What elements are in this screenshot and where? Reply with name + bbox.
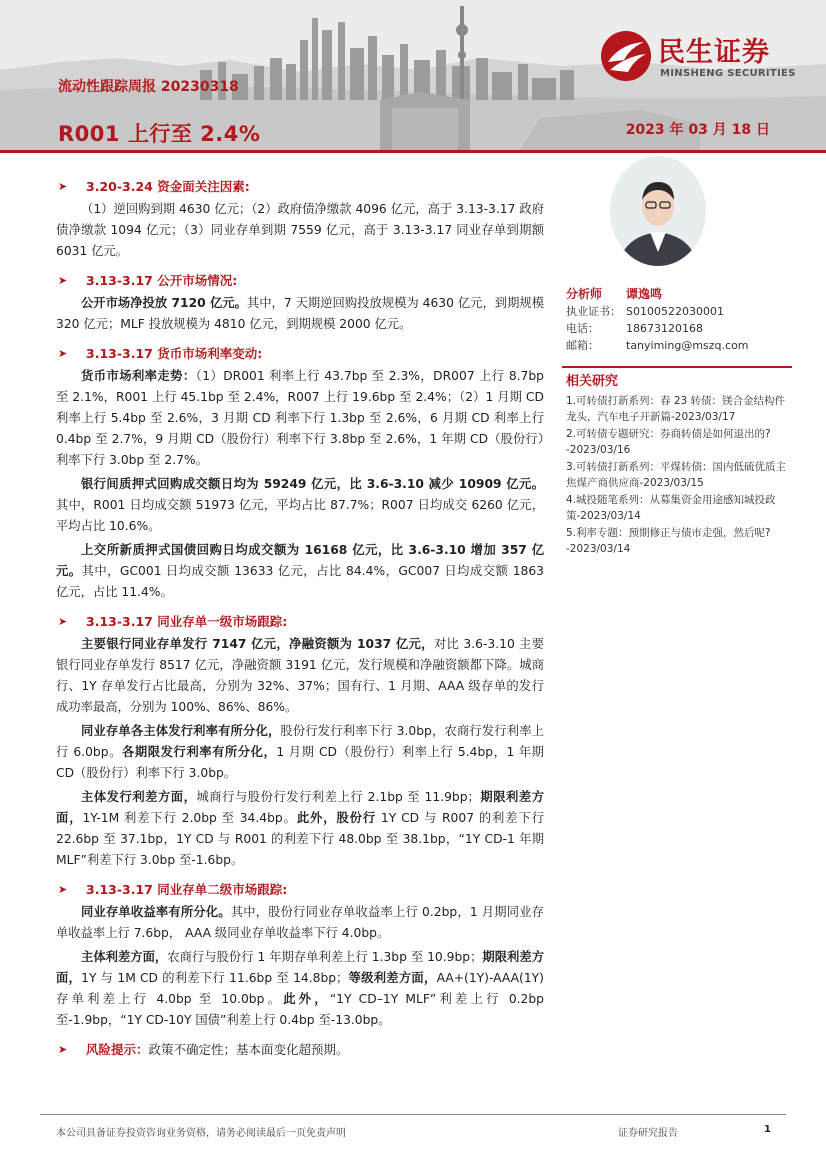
emphasis-text: 等级利差方面，: [348, 971, 437, 985]
body-text: 对比 3.6-3.10 主要银行同业存单发行 8517 亿元，净融资额 3191 亿元，发行规模和净融资额都下降。城商行、1Y 存单发行占比最高，分别为 32%、37%；国有行、1 月期、AAA 级存单的发行成功率最高，分别为 100%、86%、86%。: [56, 637, 544, 714]
email-label: 邮箱：: [566, 339, 599, 352]
related-research: [566, 374, 788, 558]
emphasis-text: 主要银行同业存单发行 7147 亿元，净融资额为 1037 亿元，: [81, 637, 434, 651]
section-heading: [56, 176, 544, 197]
body-paragraph: [56, 634, 544, 718]
analyst-role: 分析师: [566, 287, 603, 301]
related-item[interactable]: 5.利率专题：预期修正与债市走强，然后呢?-2023/03/14: [566, 526, 771, 555]
header-divider: [0, 150, 826, 153]
risk-warning: [56, 1039, 544, 1060]
emphasis-text: 同业存单收益率有所分化。: [81, 905, 231, 919]
related-item[interactable]: 1.可转债打新系列：春 23 转债：镁合金结构件龙头，汽车电子开新篇-2023/03/17: [566, 394, 786, 423]
emphasis-text: 主体发行利差方面，: [81, 790, 197, 804]
analyst-name: 谭逸鸣: [626, 287, 663, 301]
phone-label: 电话：: [566, 322, 599, 335]
footer-disclaimer: 本公司具备证券投资咨询业务资格，请务必阅读最后一页免责声明: [56, 1128, 346, 1139]
emphasis-text: 期限利差方面，: [56, 950, 544, 985]
emphasis-text: 此外，股份行: [296, 811, 377, 825]
body-paragraph: [56, 199, 544, 262]
body-text: 其中，股份行同业存单收益率上行 0.2bp，1 月期同业存单收益率上行 7.6bp， AAA 级同业存单收益率下行 4.0bp。: [56, 905, 544, 940]
related-item[interactable]: 4.城投随笔系列：从募集资金用途感知城投政策-2023/03/14: [566, 493, 776, 522]
bullet-arrow-icon: ➤: [58, 1043, 68, 1056]
minsheng-logo: [600, 28, 810, 84]
analyst-info: [566, 286, 796, 354]
analyst-photo: [610, 156, 706, 266]
minsheng-logo-icon: [600, 30, 652, 82]
emphasis-text: 期限利差方面，: [56, 790, 544, 825]
body-paragraph: [56, 787, 544, 871]
body-paragraph: [56, 293, 544, 335]
body-text: 其中，GC001 日均成交额 13633 亿元，占比 84.4%，GC007 日均成交额 1863 亿元，占比 11.4%。: [56, 564, 544, 599]
body-paragraph: [56, 540, 544, 603]
body-text: 农商行与股份行 1 年期存单利差上行 1.3bp 至 10.9bp；: [167, 950, 483, 964]
email-value[interactable]: tanyiming@mszq.com: [626, 339, 749, 352]
section-heading-text: 3.13-3.17 同业存单二级市场跟踪:: [86, 882, 288, 897]
related-item[interactable]: 3.可转债打新系列：平煤转债：国内低硫优质主焦煤产商供应商-2023/03/15: [566, 460, 787, 489]
emphasis-text: 银行间质押式回购成交额日均为 59249 亿元，比 3.6-3.10 减少 10909 亿元。: [81, 477, 544, 491]
report-date: 2023 年 03 月 18 日: [625, 122, 770, 138]
phone-value: 18673120168: [626, 322, 703, 335]
logo-subtitle: MINSHENG SECURITIES: [660, 68, 796, 79]
body-text: （1）DR001 利率上行 43.7bp 至 2.3%，DR007 上行 8.7bp 至 2.1%，R001 上行 45.1bp 至 2.4%，R007 上行 19.6bp 至 2.4%；（2）1 月期 CD 利率上行 5.4bp 至 2.6%，3 月期 CD 利率下行 1.3bp 至 2.6%，6 月期 CD 利率上行 0.4bp 至 2.7%，9 月期 CD（股份行）利率下行 3.8bp 至 2.6%，1 年期 CD（股份行）利率下行 3.0bp 至 2.7%。: [56, 369, 544, 467]
bullet-arrow-icon: ➤: [58, 274, 68, 287]
section-heading-text: 3.13-3.17 货币市场利率变动:: [86, 346, 263, 361]
page-title: R001 上行至 2.4%: [58, 122, 261, 146]
bullet-arrow-icon: ➤: [58, 883, 68, 896]
footer-report-type: 证券研究报告: [618, 1128, 678, 1139]
body-paragraph: [56, 902, 544, 944]
risk-label: 风险提示：: [86, 1042, 149, 1057]
body-text: “1Y CD–1Y MLF”利差上行 0.2bp 至-1.9bp，“1Y CD-10Y 国债”利差上行 0.4bp 至-13.0bp。: [56, 992, 544, 1027]
body-text: 1Y 与 1M CD 的利差下行 11.6bp 至 14.8bp；: [81, 971, 349, 985]
license-label: 执业证书：: [566, 305, 621, 318]
bullet-arrow-icon: ➤: [58, 615, 68, 628]
license-value: S0100522030001: [626, 305, 724, 318]
bullet-arrow-icon: ➤: [58, 180, 68, 193]
risk-text: 政策不确定性；基本面变化超预期。: [148, 1042, 349, 1057]
body-text: 1Y-1M 利差下行 2.0bp 至 34.4bp。: [82, 811, 297, 825]
emphasis-text: 此外，: [283, 992, 330, 1006]
emphasis-text: 同业存单各主体发行利率有所分化，: [81, 724, 281, 738]
emphasis-text: 主体利差方面，: [81, 950, 168, 964]
page-number: 1: [764, 1124, 771, 1135]
emphasis-text: 各期限发行利率有所分化，: [121, 745, 277, 759]
report-type: 流动性跟踪周报 20230318: [58, 79, 239, 95]
bullet-arrow-icon: ➤: [58, 347, 68, 360]
body-text: AA+(1Y)-AAA(1Y)存单利差上行 4.0bp 至 10.0bp。: [56, 971, 544, 1006]
footer-divider: [40, 1114, 786, 1115]
emphasis-text: 货币市场利率走势：: [81, 369, 196, 383]
body-paragraph: [56, 947, 544, 1031]
section-heading: [56, 270, 544, 291]
related-title: 相关研究: [566, 374, 619, 389]
related-item[interactable]: 2.可转债专题研究：券商转债是如何退出的?-2023/03/16: [566, 427, 771, 456]
section-heading-text: 3.20-3.24 资金面关注因素:: [86, 179, 250, 194]
section-heading: [56, 611, 544, 632]
body-text: 城商行与股份行发行利差上行 2.1bp 至 11.9bp；: [196, 790, 480, 804]
emphasis-text: 上交所新质押式国债回购日均成交额为 16168 亿元，比 3.6-3.10 增加 357 亿元。: [56, 543, 544, 578]
body-text: 股份行发行利率下行 3.0bp，农商行发行利率上行 6.0bp。: [56, 724, 544, 759]
section-heading: [56, 879, 544, 900]
section-heading-text: 3.13-3.17 公开市场情况:: [86, 273, 238, 288]
header-banner: [0, 0, 826, 150]
body-paragraph: [56, 366, 544, 471]
section-heading: [56, 343, 544, 364]
related-divider: [562, 366, 792, 368]
body-text: 1 月期 CD（股份行）利率上行 5.4bp，1 年期 CD（股份行）利率下行 3.0bp。: [56, 745, 544, 780]
body-text: 其中，7 天期逆回购投放规模为 4630 亿元，到期规模 320 亿元；MLF 投放规模为 4810 亿元，到期规模 2000 亿元。: [56, 296, 544, 331]
report-body: [56, 176, 544, 1062]
emphasis-text: 公开市场净投放 7120 亿元。: [81, 296, 247, 310]
body-text: 1Y CD 与 R007 的利差下行 22.6bp 至 37.1bp，1Y CD 与 R001 的利差下行 48.0bp 至 38.1bp，“1Y CD-1 年期 MLF”利差下行 3.0bp 至-1.6bp。: [56, 811, 544, 867]
body-text: 其中，R001 日均成交额 51973 亿元，平均占比 87.7%；R007 日均成交 6260 亿元，平均占比 10.6%。: [56, 498, 544, 533]
logo-name: 民生证券: [658, 37, 770, 68]
body-paragraph: [56, 721, 544, 784]
body-text: （1）逆回购到期 4630 亿元；（2）政府债净缴款 4096 亿元，高于 3.13-3.17 政府债净缴款 1094 亿元；（3）同业存单到期 7559 亿元，高于 3.13-3.17 同业存单到期额 6031 亿元。: [56, 202, 544, 258]
body-paragraph: [56, 474, 544, 537]
section-heading-text: 3.13-3.17 同业存单一级市场跟踪:: [86, 614, 288, 629]
